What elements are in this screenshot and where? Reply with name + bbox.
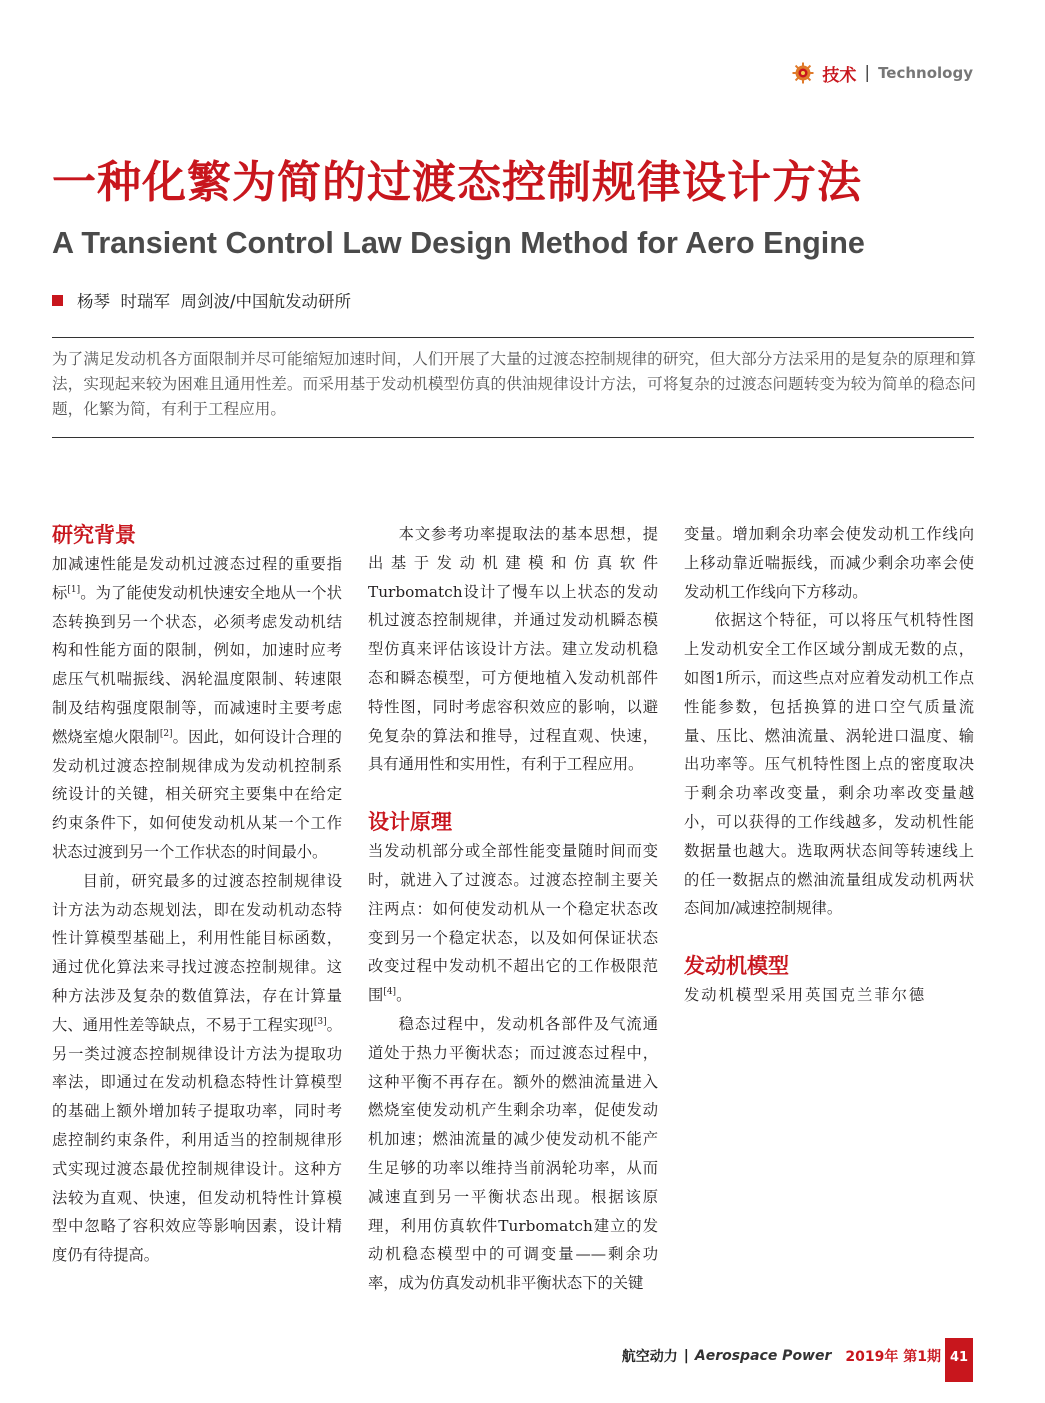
section-label-cn: 技术 (822, 65, 857, 86)
citation: [3] (313, 1016, 327, 1027)
gear-sun-icon (792, 62, 814, 84)
body-column-1 (52, 520, 342, 1270)
body-column-2 (368, 520, 658, 1298)
page-number: 41 (945, 1338, 973, 1382)
body-paragraph (52, 867, 342, 1270)
body-paragraph: 本文参考功率提取法的基本思想，提出基于发动机建模和仿真软件Turbomatch设计了慢车以上状态的发动机过渡态控制规律，并通过发动机瞬态模型仿真来评估该设计方法。建立发动机稳态和瞬态模型，可方便地植入发动机部件特性图，同时考虑容积效应的影响，以避免复杂的算法和推导，过程直观、快速，具有通用性和实用性，有利于工程应用。 (368, 525, 658, 774)
text-run: 加减速性能是发动机过渡态过程的重要指标 (52, 555, 342, 602)
citation: [2] (159, 728, 173, 739)
section-heading-principle: 设计原理 (368, 810, 452, 835)
article-title-cn: 一种化繁为简的过渡态控制规律设计方法 (52, 157, 862, 208)
text-run: 稳态过程中，发动机各部件及气流通道处于热力平衡状态；而过渡态过程中，这种平衡不再存在。额外的燃油流量进入燃烧室使发动机产生剩余功率，促使发动机加速；燃油流量的减少使发动机不能产生足够的功率以维持当前涡轮功率，从而减速直到另一平衡状态出现。根据该原理，利用仿真软件Turbomatch建立的发动机稳态模型中的可调变量——剩余功率，成为仿真发动机非平衡状态下的关键 (368, 1014, 658, 1293)
text-run: 。 (396, 986, 412, 1005)
bullet-square-icon (52, 295, 63, 306)
citation: [1] (67, 584, 81, 595)
body-column-3 (684, 520, 974, 1010)
body-paragraph: 依据这个特征，可以将压气机特性图上发动机安全工作区域分割成无数的点，如图1所示，而这些点对应着发动机工作点性能参数，包括换算的进口空气质量流量、压比、燃油流量、涡轮进口温度、输出功率等。压气机特性图上点的密度取决于剩余功率改变量，剩余功率改变量越小，可以获得的工作线越多，发动机性能数据量也越大。选取两状态间等转速线上的任一数据点的燃油流量组成发动机两状态间加/减速控制规律。 (684, 611, 974, 918)
body-paragraph-continued: 变量。增加剩余功率会使发动机工作线向上移动靠近喘振线，而减少剩余功率会使发动机工作线向下方移动。 (684, 525, 974, 601)
body-paragraph (368, 1010, 658, 1298)
section-tag (792, 60, 973, 86)
running-footer (622, 1346, 941, 1366)
journal-name-cn: 航空动力 (621, 1349, 678, 1365)
section-separator: | (864, 63, 871, 83)
section-heading-model: 发动机模型 (684, 954, 789, 979)
article-title-en: A Transient Control Law Design Method for Aero Engine (52, 226, 865, 260)
journal-name-en: Aerospace Power (694, 1348, 832, 1364)
footer-separator: | (683, 1348, 689, 1364)
author-names: 杨琴 时瑞军 周剑波/中国航发动研所 (77, 292, 352, 311)
text-run: 。为了能使发动机快速安全地从一个状态转换到另一个状态，必须考虑发动机结构和性能方面的限制，例如，加速时应考虑压气机喘振线、涡轮温度限制、转速限制及结构强度限制等，而减速时主要考虑燃烧室熄火限制 (52, 583, 342, 746)
body-paragraph (368, 837, 658, 1010)
abstract-top-rule (52, 337, 974, 338)
body-paragraph: 发动机模型采用英国克兰菲尔德 (684, 986, 927, 1005)
text-run: 当发动机部分或全部性能变量随时间而变时，就进入了过渡态。过渡态控制主要关注两点：如何使发动机从一个稳定状态改变到另一个稳定状态，以及如何保证状态改变过程中发动机不超出它的工作极限范围 (368, 842, 658, 1005)
text-run: 目前，研究最多的过渡态控制规律设计方法为动态规划法，即在发动机动态特性计算模型基础上，利用性能目标函数，通过优化算法来寻找过渡态控制规律。这种方法涉及复杂的数值算法，存在计算量大、通用性差等缺点，不易于工程实现 (52, 871, 342, 1034)
journal-issue: 2019年 第1期 (845, 1349, 941, 1365)
text-run: 。另一类过渡态控制规律设计方法为提取功率法，即通过在发动机稳态特性计算模型的基础上额外增加转子提取功率，同时考虑控制约束条件，利用适当的控制规律形式实现过渡态最优控制规律设计。这种方法较为直观、快速，但发动机特性计算模型中忽略了容积效应等影响因素，设计精度仍有待提高。 (52, 1015, 342, 1265)
author-line (52, 288, 351, 312)
text-run: 。因此，如何设计合理的发动机过渡态控制规律成为发动机控制系统设计的关键，相关研究主要集中在给定约束条件下，如何使发动机从某一个工作状态过渡到另一个工作状态的时间最小。 (52, 727, 342, 861)
section-label-en: Technology (878, 64, 973, 82)
abstract-bottom-rule (52, 437, 974, 438)
section-heading-background: 研究背景 (52, 523, 136, 547)
body-paragraph (52, 550, 342, 867)
citation: [4] (383, 987, 397, 998)
abstract: 为了满足发动机各方面限制并尽可能缩短加速时间，人们开展了大量的过渡态控制规律的研究，但大部分方法采用的是复杂的原理和算法，实现起来较为困难且通用性差。而采用基于发动机模型仿真的供油规律设计方法，可将复杂的过渡态问题转变为较为简单的稳态问题，化繁为简，有利于工程应用。 (52, 350, 976, 418)
